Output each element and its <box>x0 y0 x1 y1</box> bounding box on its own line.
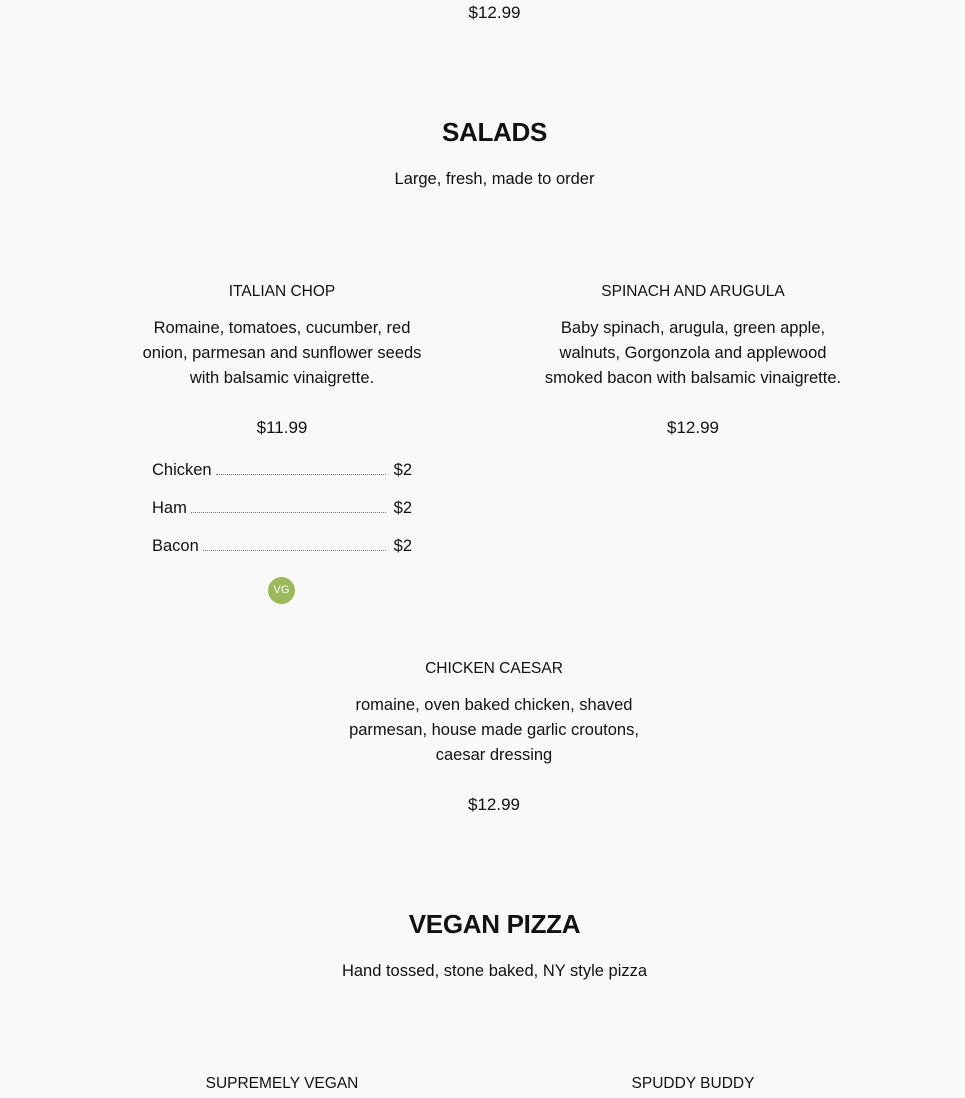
addon-name: Ham <box>152 499 187 517</box>
menu-item-price-spinach-arugula: $12.99 <box>667 418 719 437</box>
addon-name: Bacon <box>152 537 199 555</box>
addon-leader-dots <box>216 474 386 475</box>
menu-item-name-spuddy-buddy: SPUDDY BUDDY <box>631 1075 755 1092</box>
addon-row-ham <box>152 498 412 518</box>
menu-item-description-italian-chop: Romaine, tomatoes, cucumber, red onion, parmesan and sunflower seeds with balsamic vinaigrette. <box>142 319 422 387</box>
addon-leader-dots <box>191 512 386 513</box>
vegetarian-badge-icon: VG <box>268 577 295 604</box>
addon-price: $2 <box>393 537 412 555</box>
section-title-salads: SALADS <box>441 117 548 147</box>
menu-item-name-italian-chop: ITALIAN CHOP <box>228 283 336 300</box>
menu-item-price-italian-chop: $11.99 <box>256 418 308 437</box>
menu-item-name-chicken-caesar: CHICKEN CAESAR <box>425 660 563 677</box>
section-title-vegan-pizza: VEGAN PIZZA <box>408 909 581 939</box>
menu-item-name-supremely-vegan: SUPREMELY VEGAN <box>205 1075 359 1092</box>
section-subtitle-vegan-pizza: Hand tossed, stone baked, NY style pizza <box>341 962 648 980</box>
previous-item-price: $12.99 <box>468 3 521 22</box>
menu-item-price-chicken-caesar: $12.99 <box>468 795 520 814</box>
menu-item-name-spinach-arugula: SPINACH AND ARUGULA <box>601 283 785 300</box>
addon-price: $2 <box>393 461 412 479</box>
addon-leader-dots <box>203 550 386 551</box>
menu-item-description-chicken-caesar: romaine, oven baked chicken, shaved parmesan, house made garlic croutons, caesar dressing <box>349 696 639 764</box>
addon-row-bacon <box>152 536 412 556</box>
addon-price: $2 <box>393 499 412 517</box>
section-subtitle-salads: Large, fresh, made to order <box>394 170 595 188</box>
addon-row-chicken <box>152 460 412 480</box>
menu-item-description-spinach-arugula: Baby spinach, arugula, green apple, walnuts, Gorgonzola and applewood smoked bacon with balsamic vinaigrette. <box>544 319 842 387</box>
addon-name: Chicken <box>152 461 212 479</box>
